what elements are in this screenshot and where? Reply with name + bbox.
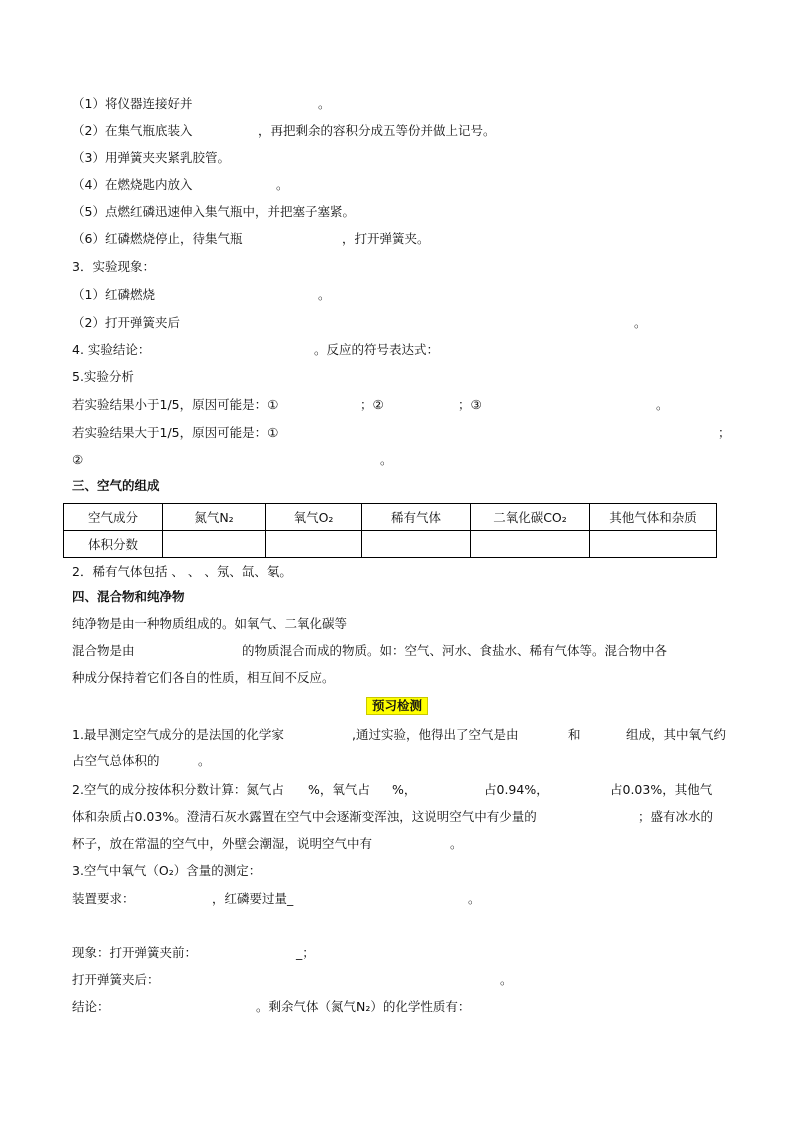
analysis-less [72,397,669,413]
analysis-more-end: ； [718,425,731,440]
step-4 [72,177,289,193]
analysis-less-text: 若实验结果小于1/5，原因可能是：① [72,397,279,412]
table-row [64,531,717,558]
q2-line2-a: 体和杂质占0.03%。澄清石灰水露置在空气中会逐渐变浑浊，这说明空气中有少量的 [72,809,537,824]
table-row-label: 体积分数 [64,531,163,558]
observation-after-label: 打开弹簧夹后： [72,972,160,987]
step-2 [72,123,496,139]
question-1-line-2 [72,753,211,769]
question-2-line-1 [72,782,713,798]
step-5-text: （5）点燃红磷迅速伸入集气瓶中，并把塞子塞紧。 [72,204,355,219]
step-2-text: （2）在集气瓶底装入 [72,123,193,138]
step-3-text: （3）用弹簧夹夹紧乳胶管。 [72,150,230,165]
device-end: 。 [468,891,481,906]
table-header-row [64,504,717,531]
step-1-text: （1）将仪器连接好并 [72,96,193,111]
preview-check-badge: 预习检测 [366,697,428,715]
observation-after-line [72,972,513,988]
observation-before-line [72,945,315,961]
observation-after-end: 。 [500,972,513,987]
phenomena-heading: 3．实验现象： [72,259,155,274]
observation-before-label: 现象：打开弹簧夹前： [72,945,198,960]
table-header-cell: 稀有气体 [362,504,471,531]
phenomena-item-2-end: 。 [634,315,647,330]
step-6-text: （6）红磷燃烧停止，待集气瓶 [72,231,243,246]
q2-part-b: %，氧气占 [308,782,370,797]
q2-line2-b: ；盛有冰水的 [638,809,714,824]
table-cell [362,531,471,558]
phenomena-item-2-text: （2）打开弹簧夹后 [72,315,180,330]
mixture-line-1 [72,643,668,659]
mixture-line-1-a: 混合物是由 [72,643,135,658]
noble-gases-line: 2．稀有气体包括 、 、 、氖、氙、氡。 [72,564,292,579]
q2-part-d: 占0.94%， [484,782,549,797]
table-header-cell: 二氧化碳CO₂ [471,504,590,531]
q1-part-d: 组成，其中氧气约 [626,727,727,742]
analysis-less-2: ；② [360,397,384,412]
analysis-more-2-text: ② [72,452,84,467]
analysis-heading: 5.实验分析 [72,369,134,384]
mixture-line-2: 种成分保持着它们各自的性质，相互间不反应。 [72,670,335,685]
mixture-line-1-b: 的物质混合而成的物质。如：空气、河水、食盐水、稀有气体等。混合物中各 [242,643,668,658]
question-3-title: 3.空气中氧气（O₂）含量的测定： [72,863,262,878]
step-3 [72,150,230,166]
table-header-cell: 其他气体和杂质 [590,504,717,531]
q1-part-a: 1.最早测定空气成分的是法国的化学家 [72,727,284,742]
q2-part-e: 占0.03%，其他气 [610,782,713,797]
phenomena-item-1-end: 。 [318,287,331,302]
step-1-end: 。 [318,96,331,111]
conclusion-line [72,342,440,358]
analysis-more [72,425,731,441]
table-header-cell: 氮气N₂ [163,504,266,531]
step-2-end: ，再把剩余的容积分成五等份并做上记号。 [258,123,496,138]
device-phosphorus: ，红磷要过量_ [212,891,294,906]
q1-part-c: 和 [568,727,581,742]
q1-line2-b: 。 [198,753,211,768]
q2-line3-a: 杯子，放在常温的空气中，外壁会潮湿，说明空气中有 [72,836,373,851]
step-6-end: ，打开弹簧夹。 [342,231,430,246]
phenomena-item-1-text: （1）红磷燃烧 [72,287,155,302]
phenomena-item-1 [72,287,331,303]
table-cell [266,531,362,558]
conclusion-equation-label: 。反应的符号表达式： [314,342,440,357]
analysis-more-2 [72,452,393,468]
conclusion-check-label: 结论： [72,999,110,1014]
conclusion-check-rest: 。剩余气体（氮气N₂）的化学性质有： [256,999,471,1014]
table-cell [163,531,266,558]
table-cell [590,531,717,558]
step-4-text: （4）在燃烧匙内放入 [72,177,193,192]
observation-before-end: _； [296,945,315,960]
conclusion-check-line [72,999,471,1015]
device-label: 装置要求： [72,891,135,906]
question-2-line-2 [72,809,714,825]
device-requirement-line [72,891,481,907]
q1-line2-a: 占空气总体积的 [72,753,160,768]
q2-part-c: %， [392,782,417,797]
q2-line3-b: 。 [450,836,463,851]
table-header-cell: 空气成分 [64,504,163,531]
question-1-line-1 [72,727,727,743]
q1-part-b: ,通过实验，他得出了空气是由 [352,727,519,742]
step-1 [72,96,331,112]
phenomena-item-2 [72,315,647,331]
table-cell [471,531,590,558]
section-4-title: 四、混合物和纯净物 [72,589,185,604]
air-composition-table [63,503,717,558]
section-3-title: 三、空气的组成 [72,478,160,493]
analysis-more-2-end: 。 [380,452,393,467]
question-2-line-3 [72,836,463,852]
analysis-more-text: 若实验结果大于1/5，原因可能是：① [72,425,279,440]
analysis-less-end: 。 [656,397,669,412]
analysis-less-3: ；③ [458,397,482,412]
step-6 [72,231,430,247]
q2-part-a: 2.空气的成分按体积分数计算：氮气占 [72,782,284,797]
table-header-cell: 氧气O₂ [266,504,362,531]
conclusion-label: 4. 实验结论： [72,342,151,357]
step-4-end: 。 [276,177,289,192]
pure-substance-line: 纯净物是由一种物质组成的。如氧气、二氧化碳等 [72,616,348,631]
step-5 [72,204,355,220]
